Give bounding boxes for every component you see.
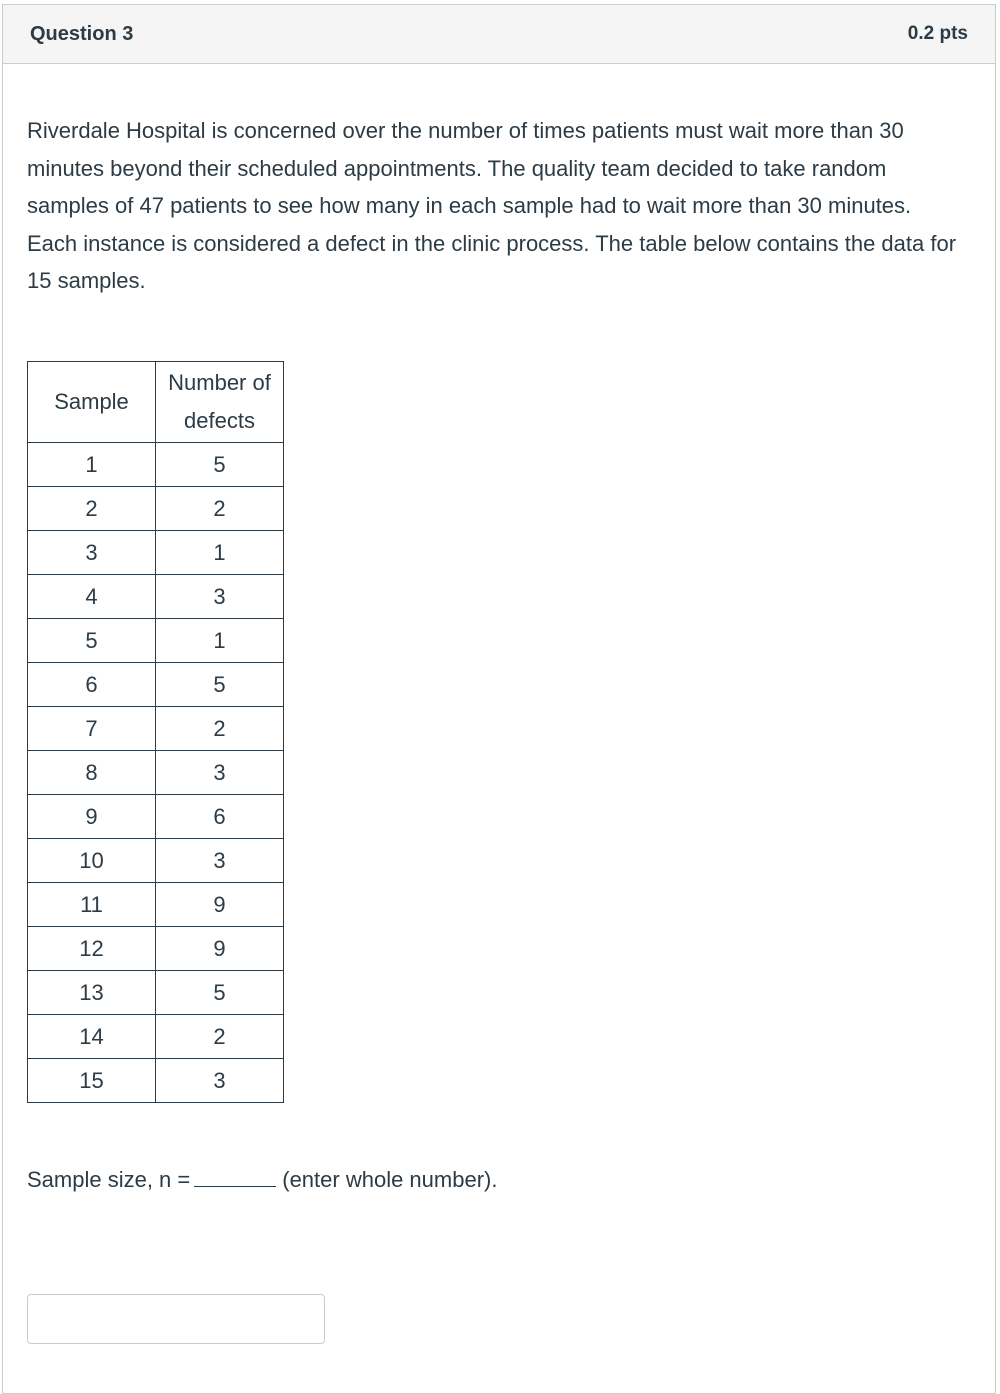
defects-table [27,361,284,1103]
sample-cell: 10 [28,839,156,883]
defects-cell: 2 [156,1015,284,1059]
table-row [28,531,284,575]
defects-cell: 2 [156,487,284,531]
defects-cell: 5 [156,971,284,1015]
sample-cell: 5 [28,619,156,663]
table-row [28,575,284,619]
table-row [28,619,284,663]
defects-cell: 6 [156,795,284,839]
sample-cell: 12 [28,927,156,971]
answer-input[interactable] [27,1294,325,1344]
defects-cell: 9 [156,927,284,971]
sample-size-prompt [27,1166,497,1193]
table-row [28,839,284,883]
sample-cell: 11 [28,883,156,927]
table-row [28,663,284,707]
sample-cell: 13 [28,971,156,1015]
defects-cell: 5 [156,443,284,487]
defects-cell: 1 [156,531,284,575]
sample-cell: 14 [28,1015,156,1059]
defects-cell: 3 [156,575,284,619]
question-title: Question 3 [30,22,134,45]
question-text: Riverdale Hospital is concerned over the number of times patients must wait more than 30 minutes beyond their scheduled appointments. The quality team decided to take random samples of 47 patients to see how many in each sample had to wait more than 30 minutes. Each instance is considered a defect in the clinic process. The table below contains the data for 15 samples. [27,118,957,293]
table-row [28,487,284,531]
sample-cell: 3 [28,531,156,575]
sample-cell: 1 [28,443,156,487]
defects-cell: 3 [156,839,284,883]
table-row [28,707,284,751]
table-row [28,971,284,1015]
header-sample: Sample [28,362,156,443]
sample-cell: 4 [28,575,156,619]
table-row [28,795,284,839]
sample-cell: 2 [28,487,156,531]
answer-blank-line [194,1166,276,1187]
sample-cell: 6 [28,663,156,707]
table-row [28,751,284,795]
prompt-label: Sample size, n = [27,1167,191,1192]
table-row [28,1059,284,1103]
sample-cell: 15 [28,1059,156,1103]
defects-cell: 2 [156,707,284,751]
header-defects: Number of defects [156,362,284,443]
question-points: 0.2 pts [907,23,968,44]
table-header-row [28,362,284,443]
sample-cell: 7 [28,707,156,751]
defects-cell: 3 [156,1059,284,1103]
sample-cell: 9 [28,795,156,839]
prompt-hint: (enter whole number). [282,1167,498,1192]
question-header [3,5,995,64]
table-row [28,1015,284,1059]
defects-cell: 5 [156,663,284,707]
table-row [28,927,284,971]
table-row [28,443,284,487]
sample-cell: 8 [28,751,156,795]
defects-cell: 9 [156,883,284,927]
defects-cell: 1 [156,619,284,663]
table-row [28,883,284,927]
defects-cell: 3 [156,751,284,795]
